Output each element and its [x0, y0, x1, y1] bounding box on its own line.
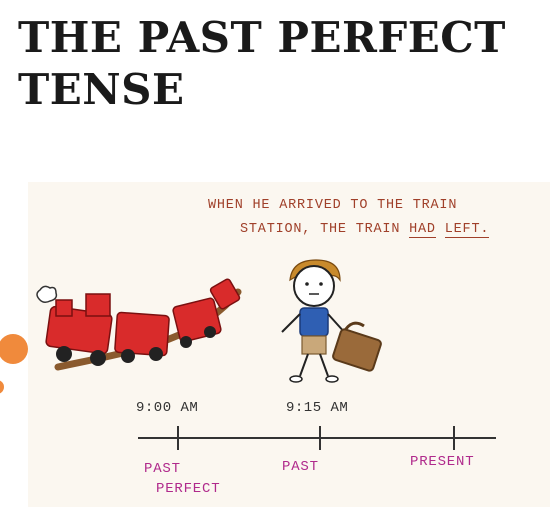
suitcase-icon — [332, 323, 382, 372]
title-line-2: TENSE — [18, 65, 185, 114]
sentence-text: STATION, THE TRAIN — [240, 222, 410, 237]
title-line-1: THE PAST PERFECT — [18, 13, 506, 62]
sentence-had: HAD — [409, 222, 436, 237]
timeline-label-present: PRESENT — [410, 454, 475, 470]
timeline-label-past: PAST — [282, 459, 319, 475]
orange-bullet-small-icon — [0, 380, 4, 394]
orange-bullet-icon — [0, 334, 28, 364]
illustration-panel — [28, 182, 550, 507]
timeline-label-past-perfect-2: PERFECT — [156, 481, 221, 497]
sentence-left: LEFT. — [444, 222, 490, 237]
time-label-9-15: 9:15 AM — [286, 400, 349, 416]
train-icon — [46, 278, 241, 366]
slide-title — [18, 12, 548, 116]
example-sentence-line-1: WHEN HE ARRIVED TO THE TRAIN — [208, 198, 458, 213]
boy-icon — [282, 260, 346, 382]
timeline-label-past-perfect-1: PAST — [144, 461, 181, 477]
time-label-9-00: 9:00 AM — [136, 400, 199, 416]
smoke-puff-icon — [37, 286, 56, 302]
